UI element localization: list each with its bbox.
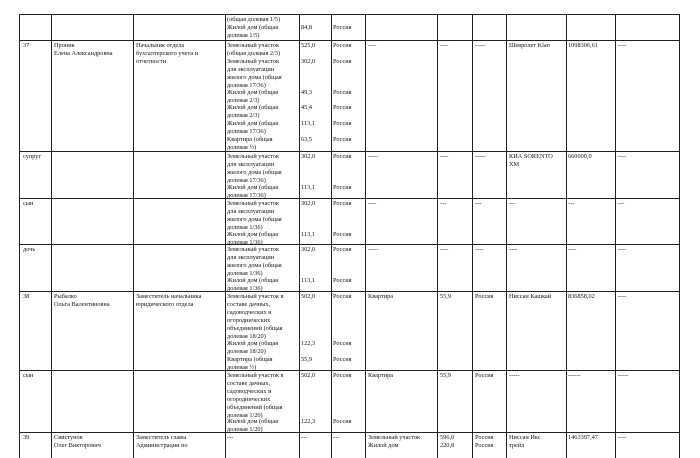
column-divider [679, 14, 680, 458]
cell-own-country: --- [333, 434, 340, 441]
cell-own-country: Россия [333, 246, 352, 253]
cell-income: 660000,0 [568, 153, 592, 160]
cell-own-area: 113,1 [301, 184, 315, 191]
cell-use-type: Квартира [368, 372, 394, 379]
cell-own-country: Россия [333, 418, 352, 425]
row-divider [19, 40, 679, 41]
cell-own-type: Жилой дом (общая долевая 17/36) [227, 184, 279, 199]
cell-own-area: 302,0 [301, 58, 316, 65]
cell-own-area: 113,1 [301, 120, 315, 127]
cell-own-area: --- [301, 434, 308, 441]
cell-own-area: 113,1 [301, 231, 315, 238]
cell-income: 1098306,61 [568, 42, 598, 49]
cell-own-type: Жилой дом (общая долевая 18/20) [227, 340, 279, 355]
cell-own-type: Жилой дом (общая долевая 17/36) [227, 120, 279, 135]
cell-own-country: Россия [333, 42, 352, 49]
cell-own-area: 525,0 [301, 42, 316, 49]
cell-own-area: 45,4 [301, 104, 313, 111]
cell-own-area: 302,0 [301, 200, 316, 207]
cell-own-country: Россия [333, 372, 352, 379]
cell-use-area: ---- [440, 42, 449, 49]
cell-use-area: --- [440, 200, 447, 207]
cell-name: сын [23, 200, 34, 207]
cell-own-area: 502,0 [301, 293, 316, 300]
cell-use-area: 596,0 220,8 [440, 434, 455, 449]
cell-use-type: ----- [368, 153, 379, 160]
cell-use-country: --- [475, 200, 482, 207]
cell-name: Свистунов Олег Викторович [54, 434, 101, 449]
row-divider [19, 198, 679, 199]
cell-own-area: 502,0 [301, 372, 316, 379]
cell-use-country: ----- [475, 153, 486, 160]
cell-own-type: Земельный участок в составе дачных, садоводческих и огороднических объединений (общая долевая 18/20) [227, 293, 284, 340]
cell-use-area: ---- [440, 246, 449, 253]
cell-own-country: Россия [333, 293, 352, 300]
cell-own-area: 55,9 [301, 356, 313, 363]
cell-position: Заместитель главы Администрации по [136, 434, 188, 449]
cell-name: дочь [23, 246, 36, 253]
cell-source: --- [618, 200, 625, 207]
column-divider [299, 14, 300, 458]
cell-own-country: Россия [333, 136, 352, 143]
cell-own-type: Жилой дом (общая долевая 2/3) [227, 89, 279, 104]
cell-own-country: Россия [333, 277, 352, 284]
cell-number: 39 [23, 434, 30, 441]
cell-number: 38 [23, 293, 30, 300]
cell-own-type: Земельный участок (общая долевая 2/3) [227, 42, 281, 57]
column-divider [225, 14, 226, 458]
column-divider [365, 14, 366, 458]
cell-name: Проник Елена Александровна [54, 42, 113, 57]
column-divider [331, 14, 332, 458]
column-divider [615, 14, 616, 458]
column-divider [437, 14, 438, 458]
row-divider [19, 244, 679, 245]
cell-own-type: Жилой дом (общая долевая 1/5) [227, 24, 279, 39]
cell-own-country: Россия [333, 58, 352, 65]
cell-own-area: 63,5 [301, 136, 313, 143]
cell-own-type: (общая долевая 1/5) [227, 16, 281, 23]
column-divider [133, 14, 134, 458]
row-divider [19, 151, 679, 152]
cell-income: 836858,02 [568, 293, 595, 300]
cell-number: 37 [23, 42, 30, 49]
cell-income: 1463397,47 [568, 434, 598, 441]
cell-own-area: 302,0 [301, 153, 316, 160]
cell-use-country: Россия [475, 293, 494, 300]
cell-use-type: ---- [368, 42, 377, 49]
cell-name: Рыбалко Ольга Валентиновна [54, 293, 110, 308]
cell-vehicle: ---- [509, 246, 518, 253]
cell-income: ------ [568, 372, 581, 379]
cell-use-type: ----- [368, 246, 379, 253]
cell-vehicle: --- [509, 200, 516, 207]
cell-use-country: ---- [475, 246, 484, 253]
cell-vehicle: КИА SORENTO XM [509, 153, 553, 168]
cell-own-type: --- [227, 434, 234, 441]
cell-use-type: ---- [368, 200, 377, 207]
cell-use-area: ---- [440, 153, 449, 160]
cell-position: Начальник отдела бухгалтерского учета и отчетности [136, 42, 199, 65]
cell-vehicle: Ниссан Икс трейл [509, 434, 541, 449]
cell-own-country: Россия [333, 89, 352, 96]
cell-income: ---- [568, 246, 577, 253]
cell-use-type: Земельный участок Жилой дом [368, 434, 421, 449]
column-divider [51, 14, 52, 458]
cell-own-area: 122,3 [301, 418, 316, 425]
cell-use-area: 55,9 [440, 293, 452, 300]
cell-own-type: Квартира (общая долевая ½) [227, 136, 273, 151]
cell-name: супруг [23, 153, 42, 160]
cell-own-type: Жилой дом (общая долевая 1/36) [227, 231, 279, 246]
cell-use-type: Квартира [368, 293, 394, 300]
cell-use-area: 55,9 [440, 372, 452, 379]
cell-name: сын [23, 372, 34, 379]
cell-position: Заместитель начальника юридического отдела [136, 293, 202, 308]
cell-own-country: Россия [333, 24, 352, 31]
cell-source: ---- [618, 293, 627, 300]
cell-own-country: Россия [333, 231, 352, 238]
cell-source: ----- [618, 372, 629, 379]
cell-own-country: Россия [333, 184, 352, 191]
row-divider [19, 14, 679, 15]
cell-own-type: Жилой дом (общая долевая 1/20) [227, 418, 279, 433]
cell-source: ---- [618, 153, 627, 160]
cell-own-area: 302,0 [301, 246, 316, 253]
row-divider [19, 291, 679, 292]
cell-own-country: Россия [333, 153, 352, 160]
cell-source: ---- [618, 434, 627, 441]
row-divider [19, 370, 679, 371]
cell-own-type: Квартира (общая долевая ½) [227, 356, 273, 371]
cell-use-country: Россия Россия [475, 434, 494, 449]
cell-own-type: Земельный участок в составе дачных, садоводческих и огороднических объединений (общая долевая 1/20) [227, 372, 284, 419]
cell-use-country: ----- [475, 42, 486, 49]
cell-own-type: Земельный участок для эксплуатации жилого дома (общая долевая 1/36) [227, 246, 282, 277]
cell-own-type: Земельный участок для эксплуатации жилого дома (общая долевая 17/36) [227, 153, 282, 184]
cell-own-area: 49,3 [301, 89, 313, 96]
cell-vehicle: ----- [509, 372, 520, 379]
cell-own-area: 122,3 [301, 340, 316, 347]
cell-own-type: Жилой дом (общая долевая 2/3) [227, 104, 279, 119]
cell-own-type: Земельный участок для эксплуатации жилого дома (общая долевая 1/36) [227, 200, 282, 231]
column-divider [472, 14, 473, 458]
cell-own-country: Россия [333, 340, 352, 347]
row-divider [19, 432, 679, 433]
column-divider [566, 14, 567, 458]
cell-income: --- [568, 200, 575, 207]
cell-own-type: Жилой дом (общая долевая 1/36) [227, 277, 279, 292]
cell-own-area: 84,8 [301, 24, 313, 31]
cell-vehicle: Шевролет Klan [509, 42, 550, 49]
cell-source: ---- [618, 246, 627, 253]
cell-own-country: Россия [333, 356, 352, 363]
cell-vehicle: Ниссан Кашкай [509, 293, 552, 300]
cell-own-country: Россия [333, 120, 352, 127]
cell-source: ---- [618, 42, 627, 49]
cell-own-country: Россия [333, 104, 352, 111]
cell-own-country: Россия [333, 200, 352, 207]
cell-use-country: Россия [475, 372, 494, 379]
column-divider [506, 14, 507, 458]
column-divider [19, 14, 20, 458]
cell-own-type: Земельный участок для эксплуатации жилого дома (общая долевая 17/36) [227, 58, 282, 89]
cell-own-area: 113,1 [301, 277, 315, 284]
